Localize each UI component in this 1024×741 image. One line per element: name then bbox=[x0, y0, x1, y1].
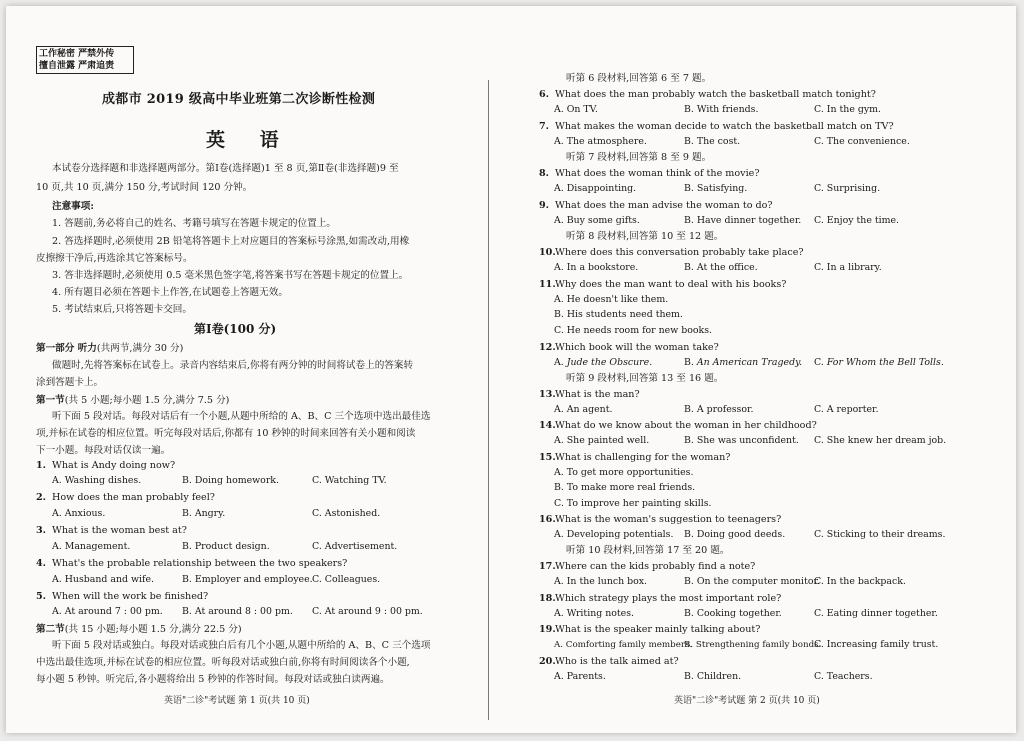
answer-option: A. Parents. bbox=[554, 671, 606, 682]
question: 10.Where does this conversation probably take place? bbox=[539, 247, 804, 258]
question: 3. What is the woman best at? bbox=[36, 525, 187, 536]
notice-title: 注意事项: bbox=[52, 201, 94, 212]
question: 20.Who is the talk aimed at? bbox=[539, 656, 679, 667]
answer-option: C. She knew her dream job. bbox=[814, 435, 947, 446]
question: 19.What is the speaker mainly talking about? bbox=[539, 624, 761, 635]
answer-option: A. In the lunch box. bbox=[554, 576, 648, 587]
stamp-line: 擅自泄露 严肃追责 bbox=[39, 61, 115, 71]
question: 15.What is challenging for the woman? bbox=[539, 452, 731, 463]
sec2-desc: 每小题 5 秒钟。听完后,各小题将给出 5 秒钟的作答时间。每段对话或独白读两遍。 bbox=[36, 674, 390, 685]
answer-option: A. The atmosphere. bbox=[554, 136, 647, 147]
answer-option: A. An agent. bbox=[554, 404, 613, 415]
exam-sheet bbox=[6, 6, 1016, 733]
question: 11.Why does the man want to deal with his books? bbox=[539, 279, 787, 290]
answer-option: A. Disappointing. bbox=[554, 183, 637, 194]
notice-line: 5. 考试结束后,只将答题卡交回。 bbox=[52, 304, 192, 315]
sec1-desc: 听下面 5 段对话。每段对话后有一个小题,从题中所给的 A、B、C 三个选项中选出最佳选 bbox=[52, 411, 431, 422]
column-divider bbox=[488, 80, 489, 720]
answer-option: A. Writing notes. bbox=[554, 608, 634, 619]
part1-heading bbox=[36, 342, 183, 355]
notice-line: 4. 所有题目必须在答题卡上作答,在试题卷上答题无效。 bbox=[52, 287, 288, 298]
answer-option: B. Satisfying. bbox=[684, 183, 748, 194]
subject-title: 英 语 bbox=[206, 129, 293, 151]
sec2-title: 第二节 bbox=[36, 624, 65, 635]
question: 2. How does the man probably feel? bbox=[36, 492, 215, 503]
answer-option: B. Product design. bbox=[182, 541, 270, 552]
question: 7. What makes the woman decide to watch the basketball match on TV? bbox=[539, 121, 894, 132]
answer-option: C. In a library. bbox=[814, 262, 882, 273]
exam-title: 成都市 2019 级高中毕业班第二次诊断性检测 bbox=[102, 92, 376, 107]
material-intro: 听第 9 段材料,回答第 13 至 16 题。 bbox=[566, 373, 724, 384]
answer-option: B. Doing homework. bbox=[182, 475, 279, 486]
answer-option: C. A reporter. bbox=[814, 404, 879, 415]
question: 5. When will the work be finished? bbox=[36, 591, 209, 602]
answer-option: C. Sticking to their dreams. bbox=[814, 529, 946, 540]
answer-option: C. Advertisement. bbox=[312, 541, 398, 552]
question: 6. What does the man probably watch the basketball match tonight? bbox=[539, 89, 876, 100]
answer-option: A. Anxious. bbox=[52, 508, 106, 519]
answer-option: C. Eating dinner together. bbox=[814, 608, 938, 619]
confidential-stamp bbox=[36, 46, 134, 74]
answer-option: B. Strengthening family bonds. bbox=[684, 640, 822, 650]
footer-left: 英语"二诊"考试题 第 1 页(共 10 页) bbox=[164, 696, 310, 706]
answer-option: A. He doesn't like them. bbox=[554, 294, 669, 305]
answer-option: C. Teachers. bbox=[814, 671, 873, 682]
sec2-desc: 中选出最佳选项,并标在试卷的相应位置。听每段对话或独白前,你将有时间阅读各个小题, bbox=[36, 657, 410, 668]
answer-option: C. Surprising. bbox=[814, 183, 881, 194]
part1-title: 第一部分 听力 bbox=[36, 343, 97, 354]
answer-option: C. Watching TV. bbox=[312, 475, 387, 486]
material-intro: 听第 8 段材料,回答第 10 至 12 题。 bbox=[566, 231, 724, 242]
answer-option: B. On the computer monitor. bbox=[684, 576, 820, 587]
sec2-desc: 听下面 5 段对话或独白。每段对话或独白后有几个小题,从题中所给的 A、B、C 三个选项 bbox=[52, 640, 431, 651]
part1-desc: 涂到答题卡上。 bbox=[36, 377, 104, 388]
material-intro: 听第 7 段材料,回答第 8 至 9 题。 bbox=[566, 152, 712, 163]
answer-option: C. At around 9 : 00 pm. bbox=[312, 606, 423, 617]
answer-option: B. She was unconfident. bbox=[684, 435, 799, 446]
stamp-line: 工作秘密 严禁外传 bbox=[39, 49, 115, 59]
question: 18.Which strategy plays the most important role? bbox=[539, 593, 782, 604]
footer-right: 英语"二诊"考试题 第 2 页(共 10 页) bbox=[674, 696, 820, 706]
sec1-heading bbox=[36, 394, 229, 407]
answer-option: A. At around 7 : 00 pm. bbox=[52, 606, 163, 617]
notice-line: 皮擦擦干净后,再选涂其它答案标号。 bbox=[36, 253, 193, 264]
answer-option: A. Comforting family members. bbox=[554, 640, 693, 650]
sec1-desc: 下一小题。每段对话仅读一遍。 bbox=[36, 445, 171, 456]
answer-option: A. Jude the Obscure. bbox=[554, 357, 653, 368]
answer-option: B. Cooking together. bbox=[684, 608, 782, 619]
answer-option: C. Colleagues. bbox=[312, 574, 381, 585]
question: 4. What's the probable relationship between the two speakers? bbox=[36, 558, 348, 569]
answer-option: C. The convenience. bbox=[814, 136, 910, 147]
answer-option: C. To improve her painting skills. bbox=[554, 498, 712, 509]
answer-option: B. An American Tragedy. bbox=[684, 357, 803, 368]
question: 14.What do we know about the woman in her childhood? bbox=[539, 420, 817, 431]
answer-option: B. Have dinner together. bbox=[684, 215, 802, 226]
answer-option: C. In the gym. bbox=[814, 104, 882, 115]
answer-option: A. Developing potentials. bbox=[554, 529, 674, 540]
answer-option: B. Employer and employee. bbox=[182, 574, 313, 585]
sec2-heading bbox=[36, 623, 242, 636]
notice-line: 1. 答题前,务必将自己的姓名、考籍号填写在答题卡规定的位置上。 bbox=[52, 218, 336, 229]
answer-option: C. For Whom the Bell Tolls. bbox=[814, 357, 944, 368]
question: 1. What is Andy doing now? bbox=[36, 460, 176, 471]
intro-line: 10 页,共 10 页,满分 150 分,考试时间 120 分钟。 bbox=[36, 182, 253, 193]
part1-desc: 做题时,先将答案标在试卷上。录音内容结束后,你将有两分钟的时间将试卷上的答案转 bbox=[52, 360, 414, 371]
answer-option: C. Astonished. bbox=[312, 508, 381, 519]
answer-option: A. On TV. bbox=[554, 104, 598, 115]
part1-note: (共两节,满分 30 分) bbox=[96, 343, 184, 354]
answer-option: B. With friends. bbox=[684, 104, 759, 115]
answer-option: A. In a bookstore. bbox=[554, 262, 639, 273]
question: 13.What is the man? bbox=[539, 389, 640, 400]
answer-option: B. Angry. bbox=[182, 508, 226, 519]
answer-option: C. Increasing family trust. bbox=[814, 639, 939, 650]
question: 17.Where can the kids probably find a note? bbox=[539, 561, 756, 572]
answer-option: B. The cost. bbox=[684, 136, 741, 147]
answer-option: B. Doing good deeds. bbox=[684, 529, 786, 540]
material-intro: 听第 10 段材料,回答第 17 至 20 题。 bbox=[566, 545, 730, 556]
answer-option: B. His students need them. bbox=[554, 309, 683, 320]
material-intro: 听第 6 段材料,回答第 6 至 7 题。 bbox=[566, 73, 712, 84]
answer-option: B. Children. bbox=[684, 671, 742, 682]
sec1-note: (共 5 小题;每小题 1.5 分,满分 7.5 分) bbox=[64, 395, 230, 406]
answer-option: A. Buy some gifts. bbox=[554, 215, 640, 226]
answer-option: B. To make more real friends. bbox=[554, 482, 696, 493]
notice-line: 2. 答选择题时,必须使用 2B 铅笔将答题卡上对应题目的答案标号涂黑,如需改动,用橡 bbox=[52, 236, 410, 247]
answer-option: A. She painted well. bbox=[554, 435, 650, 446]
answer-option: B. A professor. bbox=[684, 404, 754, 415]
answer-option: C. He needs room for new books. bbox=[554, 325, 712, 336]
intro-line: 本试卷分选择题和非选择题两部分。第Ⅰ卷(选择题)1 至 8 页,第Ⅱ卷(非选择题)9 至 bbox=[52, 163, 399, 174]
question: 9. What does the man advise the woman to do? bbox=[539, 200, 773, 211]
sec1-desc: 项,并标在试卷的相应位置。听完每段对话后,你都有 10 秒钟的时间来回答有关小题和阅读 bbox=[36, 428, 416, 439]
answer-option: B. At around 8 : 00 pm. bbox=[182, 606, 293, 617]
answer-option: A. Husband and wife. bbox=[52, 574, 154, 585]
answer-option: A. Management. bbox=[52, 541, 131, 552]
answer-option: A. Washing dishes. bbox=[52, 475, 142, 486]
answer-option: A. To get more opportunities. bbox=[554, 467, 694, 478]
section1-title: 第Ⅰ卷(100 分) bbox=[194, 322, 277, 336]
sec1-title: 第一节 bbox=[36, 395, 65, 406]
question: 16.What is the woman's suggestion to teenagers? bbox=[539, 514, 782, 525]
answer-option: C. In the backpack. bbox=[814, 576, 906, 587]
notice-line: 3. 答非选择题时,必须使用 0.5 毫米黑色签字笔,将答案书写在答题卡规定的位置上。 bbox=[52, 270, 409, 281]
question: 8. What does the woman think of the movie? bbox=[539, 168, 760, 179]
question: 12.Which book will the woman take? bbox=[539, 342, 719, 353]
answer-option: C. Enjoy the time. bbox=[814, 215, 900, 226]
answer-option: B. At the office. bbox=[684, 262, 758, 273]
sec2-note: (共 15 小题;每小题 1.5 分,满分 22.5 分) bbox=[64, 624, 242, 635]
